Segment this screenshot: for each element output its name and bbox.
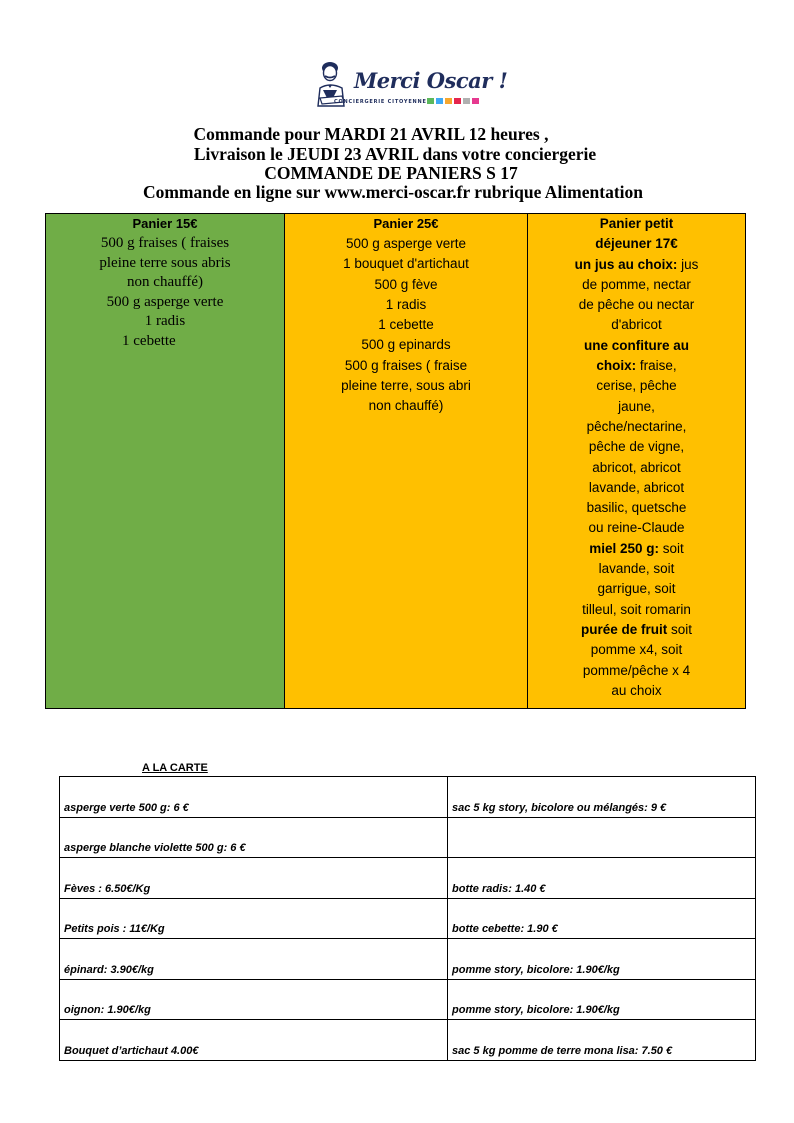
baskets-row [46, 214, 746, 709]
merci-oscar-logo [314, 58, 508, 118]
swatch [427, 98, 434, 104]
table-row [60, 979, 756, 1020]
a-la-carte-title: A LA CARTE [142, 762, 208, 774]
basket-item: pleine terre sous abris [99, 254, 231, 271]
basket-item: abricot, abricot [592, 459, 681, 475]
basket-item: pêche de vigne, [588, 439, 685, 455]
basket-item: 1 radis [385, 296, 427, 312]
carte-item: pomme story, bicolore: 1.90€/kg [448, 939, 756, 980]
swatch [463, 98, 470, 104]
basket-item: non chauffé) [127, 274, 203, 290]
table-row [60, 817, 756, 858]
basket-15-cell [46, 214, 285, 709]
swatch [445, 98, 452, 104]
delivery-date-heading: Livraison le JEUDI 23 AVRIL dans votre conciergerie [193, 144, 597, 164]
basket-item: 500 g asperge verte [345, 236, 467, 251]
carte-item: épinard: 3.90€/kg [60, 939, 448, 980]
basket-item: de pomme, nectar [582, 276, 691, 292]
basket-item: pleine terre, sous abri [341, 378, 471, 394]
carte-item [448, 817, 756, 858]
basket-item [534, 356, 739, 376]
basket-item: 1 cebette [378, 317, 434, 333]
basket-item [534, 539, 739, 559]
juice-label: un jus au choix: [574, 256, 678, 272]
basket-item: non chauffé) [368, 398, 444, 414]
swatch [472, 98, 479, 104]
basket-25-cell [285, 214, 528, 709]
carte-item: botte radis: 1.40 € [448, 858, 756, 899]
swatch [436, 98, 443, 104]
order-deadline-heading: Commande pour MARDI 21 AVRIL 12 heures , [193, 124, 549, 144]
carte-item: asperge blanche violette 500 g: 6 € [60, 817, 448, 858]
baskets-table [45, 213, 746, 709]
puree-text: soit [667, 621, 693, 637]
a-la-carte-table [59, 776, 756, 1061]
carte-item: botte cebette: 1.90 € [448, 898, 756, 939]
basket-title: Panier 25€ [373, 216, 439, 231]
juice-text: jus [677, 256, 699, 272]
basket-title: Panier 15€ [132, 216, 198, 231]
logo-brand-text: Merci Oscar ! [354, 68, 508, 93]
basket-item: tilleul, soit romarin [582, 601, 691, 617]
basket-item [534, 255, 739, 275]
honey-text: soit [659, 540, 684, 556]
basket-item: 500 g fraises ( fraise [344, 357, 468, 373]
carte-item: asperge verte 500 g: 6 € [60, 777, 448, 818]
online-order-heading: Commande en ligne sur www.merci-oscar.fr rubrique Alimentation [142, 182, 644, 202]
basket-item: basilic, quetsche [586, 500, 687, 516]
basket-item: jaune, [618, 398, 655, 414]
basket-item: 1 bouquet d'artichaut [343, 256, 469, 272]
table-row [60, 777, 756, 818]
basket-item: lavande, abricot [588, 479, 685, 495]
basket-item: lavande, soit [598, 561, 675, 577]
basket-order-heading: COMMANDE DE PANIERS S 17 [264, 163, 518, 183]
basket-item: 1 radis [144, 313, 186, 329]
carte-item: oignon: 1.90€/kg [60, 979, 448, 1020]
basket-item: 1 cebette [122, 332, 176, 349]
basket-item: 500 g fraises ( fraises [100, 235, 230, 251]
puree-label: purée de fruit [580, 621, 668, 637]
basket-item: de pêche ou nectar [578, 297, 695, 313]
basket-item: 500 g asperge verte [106, 293, 224, 310]
jam-label: choix: [596, 358, 637, 374]
jam-text: fraise, [636, 358, 677, 374]
table-row [60, 939, 756, 980]
carte-item: sac 5 kg story, bicolore ou mélangés: 9 € [448, 777, 756, 818]
basket-item: pomme x4, soit [590, 642, 683, 658]
basket-item [534, 620, 739, 640]
swatch [454, 98, 461, 104]
logo-color-swatches [427, 98, 479, 104]
jam-label: une confiture au [583, 337, 689, 353]
carte-item: Fèves : 6.50€/Kg [60, 858, 448, 899]
table-row [60, 1020, 756, 1061]
basket-item: 500 g fève [374, 276, 438, 292]
basket-item: au choix [611, 682, 662, 698]
table-row [60, 858, 756, 899]
basket-title: déjeuner 17€ [595, 236, 678, 252]
carte-item: pomme story, bicolore: 1.90€/kg [448, 979, 756, 1020]
basket-item: d'abricot [611, 317, 662, 333]
carte-item: Petits pois : 11€/Kg [60, 898, 448, 939]
carte-item: Bouquet d’artichaut 4.00€ [60, 1020, 448, 1061]
basket-item: 500 g epinards [361, 337, 451, 353]
table-row [60, 898, 756, 939]
carte-item: sac 5 kg pomme de terre mona lisa: 7.50 € [448, 1020, 756, 1061]
basket-item: pomme/pêche x 4 [582, 662, 691, 678]
basket-item: garrigue, soit [597, 581, 676, 597]
honey-label: miel 250 g: [589, 540, 659, 556]
basket-item: pêche/nectarine, [586, 418, 687, 434]
basket-breakfast-cell [528, 214, 746, 709]
basket-item: cerise, pêche [596, 378, 677, 394]
basket-item: ou reine-Claude [588, 520, 685, 536]
basket-title: Panier petit [599, 216, 674, 231]
logo-tagline: CONCIERGERIE CITOYENNE [334, 99, 427, 105]
